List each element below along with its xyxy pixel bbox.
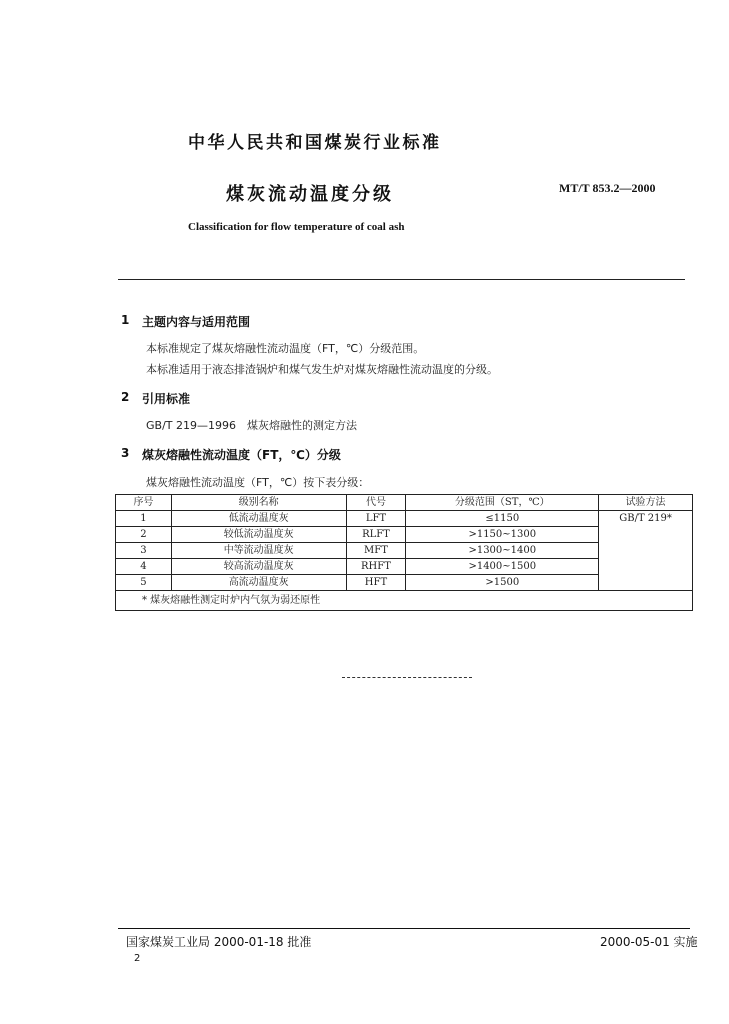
header-seq: 序号 [116,495,172,511]
standard-code: MT/T 853.2—2000 [559,181,656,195]
header-test-method: 试验方法 [599,495,693,511]
cell-grade-name: 高流动温度灰 [171,575,346,591]
page-number: 2 [134,953,141,964]
header-divider [118,279,685,280]
section-1-paragraph-1: 本标准规定了煤灰熔融性流动温度（FT，℃）分级范围。 [146,342,425,355]
cell-seq: 3 [116,543,172,559]
cell-grade-name: 低流动温度灰 [171,511,346,527]
cell-seq: 2 [116,527,172,543]
section-1-number: 1 [121,313,130,327]
document-title: 煤灰流动温度分级 [226,184,394,205]
cell-code: MFT [346,543,406,559]
cell-code: RHFT [346,559,406,575]
cell-grade-name: 中等流动温度灰 [171,543,346,559]
approval-statement: 国家煤炭工业局 2000-01-18 批准 [126,935,312,949]
cell-code: LFT [346,511,406,527]
header-range: 分级范围（ST，℃） [406,495,599,511]
cell-range: >1400~1500 [406,559,599,575]
section-2-paragraph-1: GB/T 219—1996 煤灰熔融性的测定方法 [146,419,357,432]
table-note-row [116,591,693,611]
section-2-number: 2 [121,390,130,404]
standard-organization: 中华人民共和国煤炭行业标准 [188,133,442,153]
cell-range: ≤1150 [406,511,599,527]
table-footnote: * 煤灰熔融性测定时炉内气氛为弱还原性 [116,591,693,611]
cell-seq: 5 [116,575,172,591]
cell-range: >1300~1400 [406,543,599,559]
cell-test-method: GB/T 219* [599,511,693,591]
header-code: 代号 [346,495,406,511]
section-3-number: 3 [121,446,130,460]
cell-range: >1150~1300 [406,527,599,543]
cell-code: RLFT [346,527,406,543]
header-grade-name: 级别名称 [171,495,346,511]
table-header-row [116,495,693,511]
section-1-paragraph-2: 本标准适用于液态排渣锅炉和煤气发生炉对煤灰熔融性流动温度的分级。 [146,363,498,376]
cell-seq: 1 [116,511,172,527]
footer-divider [118,928,690,929]
english-title: Classification for flow temperature of coal ash [188,221,405,233]
section-3-title: 煤灰熔融性流动温度（FT，℃）分级 [142,448,341,462]
section-2-title: 引用标准 [142,392,191,406]
section-3-paragraph-1: 煤灰熔融性流动温度（FT，℃）按下表分级： [146,476,370,489]
effective-date: 2000-05-01 实施 [600,935,698,949]
cell-seq: 4 [116,559,172,575]
cell-code: HFT [346,575,406,591]
cell-range: >1500 [406,575,599,591]
table-row [116,511,693,527]
classification-table [115,494,693,611]
end-of-text-line [342,677,472,679]
cell-grade-name: 较低流动温度灰 [171,527,346,543]
section-1-title: 主题内容与适用范围 [142,315,251,329]
cell-grade-name: 较高流动温度灰 [171,559,346,575]
